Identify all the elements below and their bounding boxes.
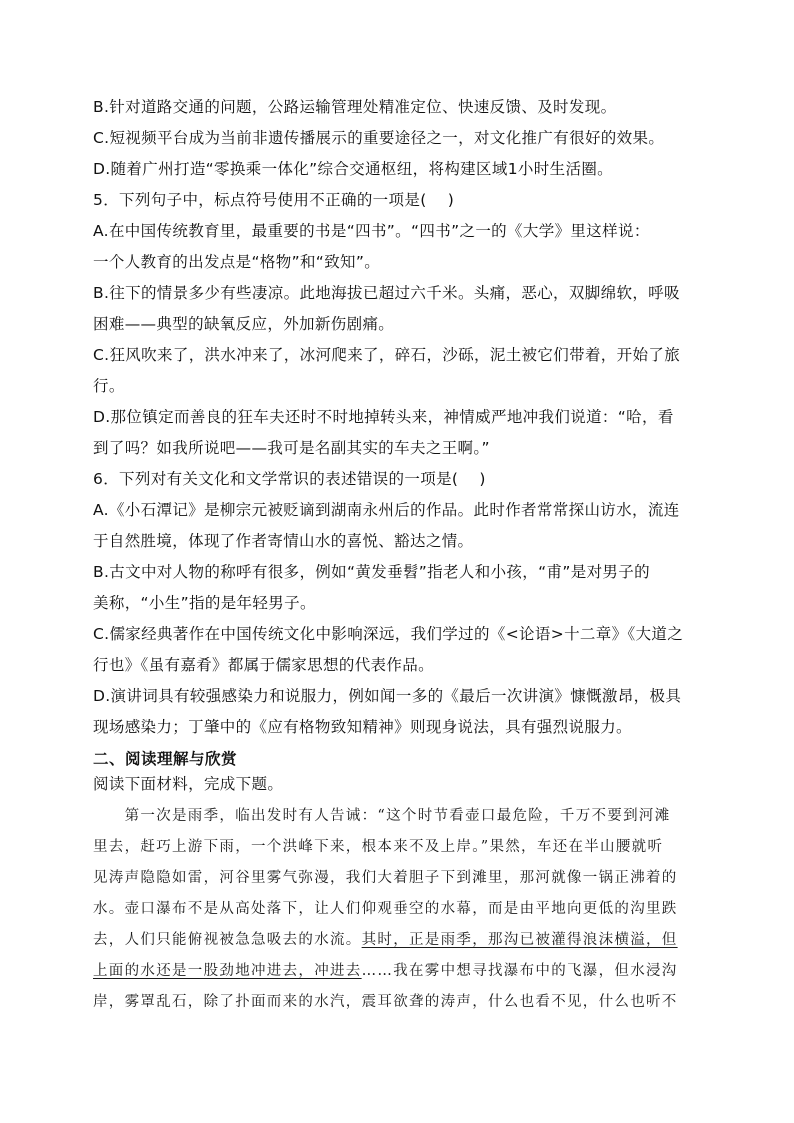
option-a-q5-line1: A.在中国传统教育里，最重要的书是“四书”。“四书”之一的《大学》里这样说： xyxy=(93,222,650,240)
option-b-q6-line1: B.古文中对人物的称呼有很多，例如“黄发垂髫”指老人和小孩，“甫”是对男子的 xyxy=(93,563,650,581)
passage-line-2: 里去，赶巧上游下雨，一个洪峰下来，根本来不及上岸。”果然，车还在半山腰就听 xyxy=(93,839,664,855)
option-d-q5-line2: 到了吗？如我所说吧——我可是名副其实的车夫之王啊。” xyxy=(93,439,490,457)
passage-text: ……我在雾中想寻找瀑布中的飞瀑，但水浸沟 xyxy=(361,963,678,979)
option-c-q6-line1: C.儒家经典著作在中国传统文化中影响深远，我们学过的《<论语>十二章》《大道之 xyxy=(93,625,684,643)
option-c-q5-line1: C.狂风吹来了，洪水冲来了，冰河爬来了，碎石，沙砾，泥土被它们带着，开始了旅 xyxy=(93,346,681,364)
option-c-q6-line2: 行也》《虽有嘉肴》都属于儒家思想的代表作品。 xyxy=(93,656,434,674)
option-b-q5-line2: 困难——典型的缺氧反应，外加新伤剧痛。 xyxy=(93,315,395,333)
option-d-q5-line1: D.那位镇定而善良的狂车夫还时不时地掉转头来，神情威严地冲我们说道：“哈，看 xyxy=(93,408,674,426)
question-6: 6．下列对有关文化和文学常识的表述错误的一项是( ) xyxy=(93,470,486,488)
option-c-q4: C.短视频平台成为当前非遗传播展示的重要途径之一，对文化推广有很好的效果。 xyxy=(93,129,665,147)
section-heading: 二、阅读理解与欣赏 xyxy=(93,750,238,768)
underlined-sentence-part1: 其时，正是雨季，那沟已被灌得浪沫横溢，但 xyxy=(361,932,678,948)
underlined-sentence-part2: 上面的水还是一股劲地冲进去，冲进去 xyxy=(93,963,362,979)
passage-line-1: 第一次是雨季，临出发时有人告诫：“这个时节看壶口最危险，千万不要到河滩 xyxy=(93,808,671,824)
option-a-q6-line2: 于自然胜境，体现了作者寄情山水的喜悦、豁达之情。 xyxy=(93,532,474,550)
option-b-q5-line1: B.往下的情景多少有些凄凉。此地海拔已超过六千米。头痛，恶心，双脚绵软，呼吸 xyxy=(93,284,680,302)
passage-line-5 xyxy=(93,930,705,950)
option-c-q5-line2: 行。 xyxy=(93,377,125,395)
question-5: 5．下列句子中，标点符号使用不正确的一项是( ) xyxy=(93,191,455,209)
option-a-q5-line2: 一个人教育的出发点是“格物”和“致知”。 xyxy=(93,253,381,271)
option-a-q6-line1: A.《小石潭记》是柳宗元被贬谪到湖南永州后的作品。此时作者常常探山访水，流连 xyxy=(93,501,680,519)
passage-line-6 xyxy=(93,961,705,981)
passage-line-4: 水。壶口瀑布不是从高处落下，让人们仰观垂空的水幕，而是由平地向更低的沟里跌 xyxy=(93,901,678,917)
option-d-q6-line2: 现场感染力；丁肇中的《应有格物致知精神》则现身说法，具有强烈说服力。 xyxy=(93,718,632,736)
option-d-q4: D.随着广州打造“零换乘一体化”综合交通枢纽，将构建区域1小时生活圈。 xyxy=(93,160,614,178)
passage-line-7: 岸，雾罩乱石，除了扑面而来的水汽，震耳欲聋的涛声，什么也看不见，什么也听不 xyxy=(93,994,678,1010)
passage-text: 去，人们只能俯视被急急吸去的水流。 xyxy=(93,932,362,948)
option-d-q6-line1: D.演讲词具有较强感染力和说服力，例如闻一多的《最后一次讲演》慷慨激昂，极具 xyxy=(93,687,682,705)
option-b-q6-line2: 美称，“小生”指的是年轻男子。 xyxy=(93,594,316,612)
passage-line-3: 见涛声隐隐如雷，河谷里雾气弥漫，我们大着胆子下到滩里，那河就像一锅正沸着的 xyxy=(93,870,678,886)
option-b-q4: B.针对道路交通的问题，公路运输管理处精准定位、快速反馈、及时发现。 xyxy=(93,98,617,116)
reading-instruction: 阅读下面材料，完成下题。 xyxy=(93,775,284,793)
